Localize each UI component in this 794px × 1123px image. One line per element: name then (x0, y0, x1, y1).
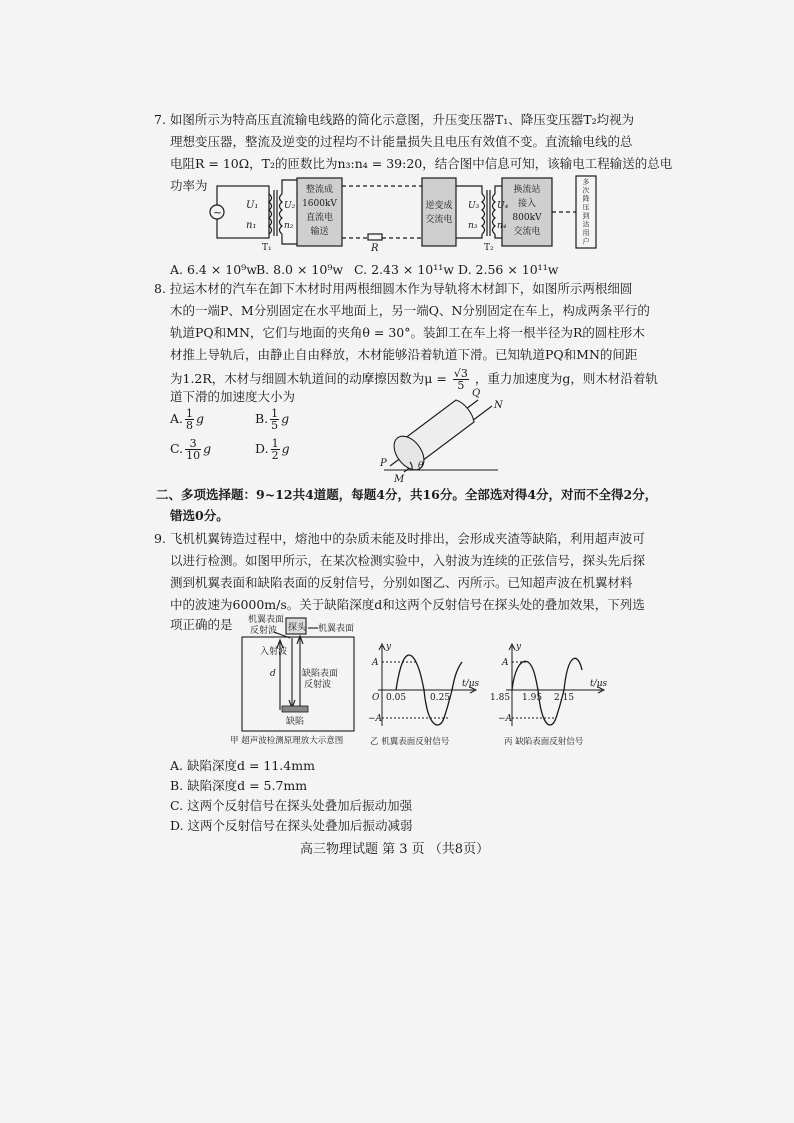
jia-d: d (270, 669, 276, 679)
q9-line-1: 9. 飞机机翼铸造过程中，熔池中的杂质未能及时排出，会形成夹渣等缺陷，利用超声波可 (154, 531, 645, 546)
label-m: M (394, 474, 405, 485)
defect-block (282, 706, 308, 712)
label-n4: n₄ (497, 221, 507, 231)
label-n3: n₃ (468, 221, 478, 231)
q8-option-a-den: 8 (186, 419, 194, 432)
bing-label-a: A (502, 658, 509, 668)
q8-option-d-den: 2 (271, 449, 279, 462)
label-u4: U₄ (497, 201, 509, 211)
mu-numerator: √3 (453, 367, 468, 380)
box3-line-1: 换流站 (513, 185, 541, 195)
q8-option-b-num: 1 (271, 407, 279, 420)
box4-char-3: 降 (582, 195, 590, 203)
q8-option-d-unit: g (281, 441, 290, 456)
q8-line-1: 8. 拉运木材的汽车在卸下木材时用两根细圆木作为导轨将木材卸下，如图所示两根细圆 (154, 281, 633, 296)
bing-tick-2: 1.95 (522, 693, 543, 703)
box3-line-4: 交流电 (513, 227, 541, 237)
box4-char-6: 达 (582, 220, 590, 229)
page-footer: 高三物理试题 第 3 页 （共8页） (300, 842, 490, 857)
box4-char-1: 多 (582, 178, 590, 186)
fig-jia-ultrasound (230, 612, 360, 748)
q8-line-6: 道下滑的加速度大小为 (170, 389, 296, 404)
bing-label-nega: −A (498, 714, 513, 724)
q7-line-3: 电阻R = 10Ω，T₂的匝数比为n₃:n₄ = 39:20，结合图中信息可知，该输电工程输送的总电 (170, 156, 673, 171)
q8-line-5-pre: 为1.2R，木材与细圆木轨道间的动摩擦因数为μ = (170, 371, 447, 386)
jia-surface-wave-2: 反射波 (250, 626, 278, 636)
label-u1: U₁ (246, 200, 259, 211)
q8-option-d-num: 1 (271, 437, 279, 450)
q9-line-5: 项正确的是 (170, 617, 233, 632)
fig-yi-surface-signal (368, 640, 488, 748)
jia-defect-wave-1: 缺陷表面 (302, 669, 339, 679)
q8-line-3: 轨道PQ和MN，它们与地面的夹角θ = 30°。装卸工在车上将一根半径为R的圆柱形木 (170, 325, 645, 340)
q8-option-d-fraction (271, 438, 280, 461)
q8-option-b-fraction (270, 408, 279, 431)
q8-line-4: 材推上导轨后，由静止自由释放，木材能够沿着轨道下滑。已知轨道PQ和MN的间距 (170, 347, 638, 362)
q7-circuit-diagram (200, 172, 600, 252)
label-theta: θ (418, 461, 424, 471)
jia-surface: 机翼表面 (318, 624, 355, 634)
q9-option-d[interactable]: D. 这两个反射信号在探头处叠加后振动减弱 (170, 818, 413, 833)
yi-label-a: A (372, 658, 379, 668)
q8-option-d[interactable] (255, 438, 290, 461)
q8-option-c-den: 10 (186, 449, 201, 462)
q8-option-b-label: B. (255, 411, 269, 426)
q9-line-3: 测到机翼表面和缺陷表面的反射信号，分别如图乙、丙所示。已知超声波在机翼材料 (170, 575, 633, 590)
box1-line-4: 输送 (310, 227, 329, 237)
jia-defect: 缺陷 (286, 717, 305, 727)
q8-option-c-num: 3 (185, 438, 201, 450)
box2-line-1: 逆变成 (425, 201, 453, 211)
label-r: R (371, 243, 379, 254)
q9-option-c[interactable]: C. 这两个反射信号在探头处叠加后振动加强 (170, 798, 413, 813)
q8-incline-figure (378, 384, 518, 484)
q9-option-a[interactable]: A. 缺陷深度d = 11.4mm (170, 758, 315, 773)
label-t2: T₂ (484, 243, 494, 253)
q8-line-2: 木的一端P、M分别固定在水平地面上，另一端Q、N分别固定在车上，构成两条平行的 (170, 303, 650, 318)
source-symbol: ~ (213, 206, 223, 219)
bing-sine-wave (512, 658, 582, 725)
q8-option-a-fraction (185, 408, 194, 431)
q7-line-2: 理想变压器，整流及逆变的过程均不计能量损失且电压有效值不变。直流输电线的总 (170, 134, 633, 149)
yi-label-nega: −A (368, 714, 383, 724)
q8-option-b-unit: g (281, 411, 290, 426)
jia-surface-wave-1: 机翼表面 (248, 615, 285, 625)
box2-line-2: 交流电 (425, 215, 453, 225)
q9-option-b[interactable]: B. 缺陷深度d = 5.7mm (170, 778, 308, 793)
yi-axis-t: t/μs (462, 679, 480, 689)
label-u2: U₂ (284, 201, 296, 211)
yi-axis-y: y (386, 642, 392, 652)
bing-tick-1: 1.85 (490, 693, 511, 703)
inverter-box (422, 178, 456, 246)
yi-tick-1: 0.05 (386, 693, 407, 703)
yi-label-o: O (372, 693, 380, 703)
q8-option-d-label: D. (255, 441, 269, 456)
bing-axis-t: t/μs (590, 679, 608, 689)
box4-char-2: 次 (582, 186, 590, 195)
q7-line-1: 7. 如图所示为特高压直流输电线路的简化示意图，升压变压器T₁、降压变压器T₂均视为 (154, 112, 635, 127)
jia-caption: 甲 超声波检测原理放大示意图 (230, 736, 344, 746)
box1-line-3: 直流电 (305, 213, 334, 223)
q8-option-c-fraction (185, 438, 201, 461)
q8-option-c-label: C. (170, 441, 184, 456)
box4-char-7: 用 (582, 229, 590, 237)
q9-line-2: 以进行检测。如图甲所示，在某次检测实验中，入射波为连续的正弦信号，探头先后探 (170, 553, 646, 568)
q7-line-4: 功率为 (170, 178, 208, 193)
label-p: P (380, 458, 387, 469)
jia-incident: 入射波 (260, 647, 288, 657)
mu-denominator: 5 (457, 379, 465, 392)
box4-char-8: 户 (582, 237, 590, 246)
q7-option-a[interactable]: A. 6.4 × 10⁹w (170, 262, 257, 277)
fig-bing-defect-signal (490, 640, 616, 748)
q9-line-4: 中的波速为6000m/s。关于缺陷深度d和这两个反射信号在探头处的叠加效果，下列选 (170, 597, 645, 612)
box3-line-3: 800kV (512, 213, 542, 223)
q8-option-c[interactable] (170, 438, 211, 461)
jia-probe: 探头 (288, 623, 307, 633)
q8-option-b-den: 5 (271, 419, 279, 432)
box1-line-1: 整流成 (305, 185, 334, 195)
bing-axis-y: y (516, 642, 522, 652)
label-t1: T₁ (262, 243, 272, 253)
label-n: N (494, 400, 503, 411)
bing-caption: 丙 缺陷表面反射信号 (504, 737, 584, 747)
q8-option-b[interactable] (255, 408, 289, 431)
q8-option-a-num: 1 (186, 407, 194, 420)
box3-line-2: 接入 (517, 199, 537, 209)
jia-defect-wave-2: 反射波 (304, 680, 332, 690)
q7-option-b[interactable]: B. 8.0 × 10⁹w (256, 262, 344, 277)
q7-option-d[interactable]: D. 2.56 × 10¹¹w (458, 262, 559, 277)
yi-caption: 乙 机翼表面反射信号 (370, 737, 450, 747)
q8-line-5-post: ，重力加速度为g，则木材沿着轨 (474, 371, 658, 386)
q8-option-a[interactable] (170, 408, 204, 431)
box1-line-2: 1600kV (302, 199, 337, 209)
q7-option-c[interactable]: C. 2.43 × 10¹¹w (354, 262, 454, 277)
box4-char-4: 压 (582, 203, 590, 212)
box4-char-5: 到 (582, 212, 590, 220)
label-n1: n₁ (246, 220, 257, 231)
label-q: Q (472, 388, 481, 399)
section-2-line-2: 错选0分。 (170, 508, 229, 523)
q8-option-c-unit: g (203, 441, 212, 456)
section-2-line-1: 二、多项选择题：9~12共4道题，每题4分，共16分。全部选对得4分，对而不全得2分， (156, 487, 658, 502)
label-n2: n₂ (284, 221, 294, 231)
q8-option-a-label: A. (170, 411, 184, 426)
bing-tick-3: 2.15 (554, 693, 575, 703)
q8-option-a-unit: g (196, 411, 205, 426)
yi-tick-2: 0.25 (430, 693, 451, 703)
label-u3: U₃ (468, 201, 480, 211)
